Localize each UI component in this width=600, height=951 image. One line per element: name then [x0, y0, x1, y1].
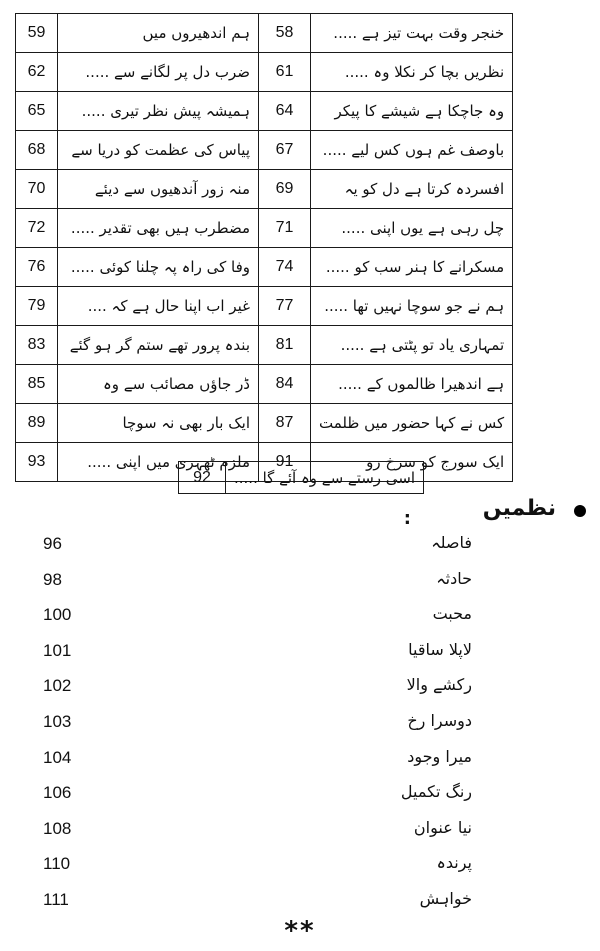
list-item [0, 850, 600, 880]
table-row [16, 287, 513, 326]
list-item [0, 744, 600, 774]
ghazal-title: ملزم ٹھہری میں اپنی ..... [58, 443, 259, 482]
poem-page-number: 103 [43, 712, 72, 731]
ghazal-index-body [16, 14, 513, 482]
table-row [16, 248, 513, 287]
poem-title: محبت [432, 604, 472, 624]
ghazal-index-table [15, 13, 513, 482]
poem-page-number: 102 [43, 676, 72, 696]
ghazal-title: ایک سورج کو سرخ رو [311, 443, 513, 482]
table-row [16, 209, 513, 248]
ghazal-title: ڈر جاؤں مصائب سے وہ [58, 365, 259, 404]
page-number: 69 [259, 170, 311, 209]
page-number: 74 [259, 248, 311, 287]
table-row [16, 131, 513, 170]
list-item [0, 815, 600, 845]
ghazal-title: وہ جاچکا ہے شیشے کا پیکر [311, 92, 513, 131]
ghazal-title: مضطرب ہیں بھی تقدیر ..... [58, 209, 259, 248]
page-number: 64 [259, 92, 311, 131]
page-number: 92 [179, 462, 226, 494]
page-number: 61 [259, 53, 311, 92]
poem-page-number: 111 [43, 890, 69, 909]
table-row [16, 365, 513, 404]
bullet-icon [574, 505, 586, 517]
ghazal-title: ہمیشہ پیش نظر تیری ..... [58, 92, 259, 131]
table-row [16, 404, 513, 443]
page-number: 87 [259, 404, 311, 443]
ghazal-title: بندہ پرور تھے ستم گر ہو گئے [58, 326, 259, 365]
poem-title: میرا وجود [407, 746, 472, 766]
poem-page-number: 108 [43, 818, 72, 838]
page-number: 77 [259, 287, 311, 326]
table-row [16, 170, 513, 209]
page-number: 65 [16, 92, 58, 131]
list-item [0, 566, 600, 596]
poem-title: دوسرا رخ [407, 711, 472, 730]
page-number: 71 [259, 209, 311, 248]
ghazal-title: تمہاری یاد تو پٹتی ہے ..... [311, 326, 513, 365]
page-number: 79 [16, 287, 58, 326]
page-number: 85 [16, 365, 58, 404]
list-item [0, 601, 600, 631]
ghazal-title: غیر اب اپنا حال ہے کہ .... [58, 287, 259, 326]
list-item [0, 530, 600, 560]
ghazal-index-last-row [178, 461, 424, 494]
ghazal-title: خنجر وقت بہت تیز ہے ..... [311, 14, 513, 53]
poems-section-heading [360, 496, 586, 529]
poem-page-number: 110 [43, 854, 71, 874]
table-row [16, 92, 513, 131]
list-item [0, 637, 600, 667]
poem-page-number: 104 [43, 747, 72, 767]
page-number: 89 [16, 404, 58, 443]
page-number: 81 [259, 326, 311, 365]
table-row [16, 53, 513, 92]
poem-page-number: 98 [43, 569, 62, 589]
poem-page-number: 101 [43, 640, 72, 660]
poem-title: حادثہ [436, 568, 472, 588]
page-number: 72 [16, 209, 58, 248]
page-number: 58 [259, 14, 311, 53]
ghazal-title: منہ زور آندھیوں سے دیئے [58, 170, 259, 209]
poem-title: خواہش [419, 889, 472, 908]
page-number: 70 [16, 170, 58, 209]
ghazal-title: ہم نے جو سوچا نہیں تھا ..... [311, 287, 513, 326]
section-title: نظمیں [482, 496, 556, 521]
ghazal-title: ہم اندھیروں میں [58, 14, 259, 53]
page-number: 84 [259, 365, 311, 404]
ghazal-title: نظریں بچا کر نکلا وہ ..... [311, 53, 513, 92]
page-number: 67 [259, 131, 311, 170]
ghazal-title: ہے اندھیرا ظالموں کے ..... [311, 365, 513, 404]
ghazal-title: پیاس کی عظمت کو دریا سے [58, 131, 259, 170]
ghazal-title: وفا کی راہ پہ چلنا کوئی ..... [58, 248, 259, 287]
page-number: 68 [16, 131, 58, 170]
page-number: 91 [259, 443, 311, 482]
ghazal-title: چل رہی ہے یوں اپنی ..... [311, 209, 513, 248]
page-number: 93 [16, 443, 58, 482]
poem-title: فاصلہ [431, 533, 472, 552]
poem-page-number: 100 [43, 605, 72, 625]
page-number: 59 [16, 14, 58, 53]
page-number: 76 [16, 248, 58, 287]
poem-title: رکشے والا [406, 675, 472, 695]
ghazal-title: افسردہ کرتا ہے دل کو یہ [311, 170, 513, 209]
page-number: 83 [16, 326, 58, 365]
ghazal-title: ضرب دل پر لگانے سے ..... [58, 53, 259, 92]
list-item [0, 708, 600, 738]
list-item [0, 779, 600, 809]
list-item [0, 886, 600, 916]
poem-title: پرندہ [436, 853, 472, 873]
footer-stars: ** [284, 916, 316, 946]
section-colon: : [403, 508, 411, 529]
page-number: 62 [16, 53, 58, 92]
poem-page-number: 106 [43, 783, 72, 803]
poem-title: لاپلا ساقیا [408, 639, 472, 659]
ghazal-title: اسی رستے سے وہ آئے گا ..... [226, 462, 424, 494]
poem-title: رنگ تکمیل [400, 782, 472, 802]
ghazal-title: ایک بار بھی نہ سوچا [58, 404, 259, 443]
list-item [0, 672, 600, 702]
ghazal-title: کس نے کہا حضور میں ظلمت [311, 404, 513, 443]
table-row [16, 14, 513, 53]
poem-page-number: 96 [43, 534, 62, 553]
poem-title: نیا عنوان [413, 817, 472, 837]
ghazal-title: باوصف غم ہوں کس لیے ..... [311, 131, 513, 170]
ghazal-title: مسکرانے کا ہنر سب کو ..... [311, 248, 513, 287]
table-row [16, 326, 513, 365]
